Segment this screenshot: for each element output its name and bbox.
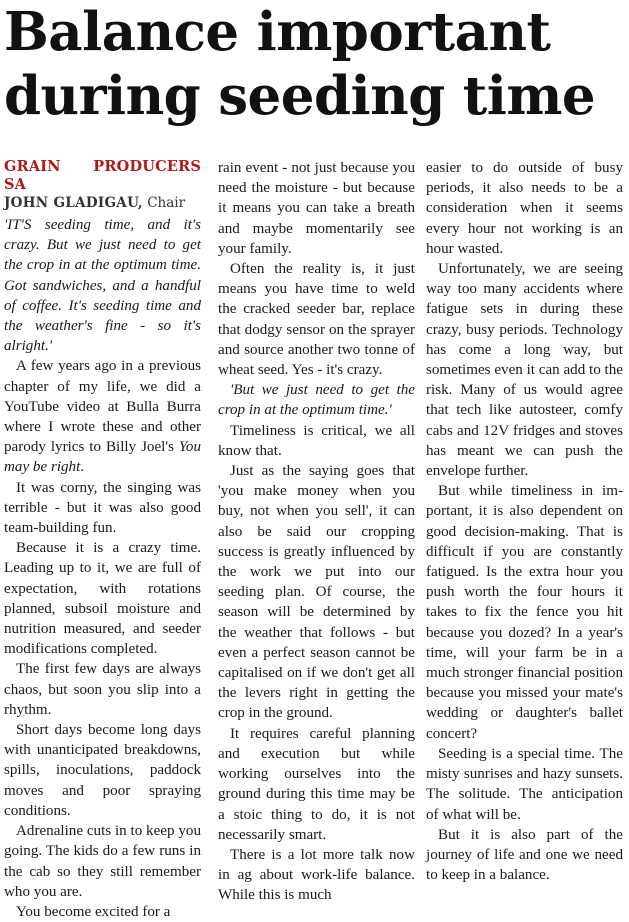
paragraph: Unfortunately, we are seeing way too many accidents where fatigue sets in during these crazy, busy periods. Technology has come a long way, but sometimes even it can add to the risk. Many of us would agree that tech like autosteer, comfy cabs and 12V fridges and stoves has meant we can push the envelope further. — [426, 261, 623, 480]
paragraph: easier to do outside of busy periods, it also needs to be a consideration when it seems every hour not working is an hour wasted. — [426, 160, 623, 257]
headline-line-1: Balance important — [4, 1, 551, 63]
paragraph: The first few days are always chaos, but soon you slip into a rhythm. — [4, 661, 201, 718]
paragraph: Just as the saying goes that 'you make money when you buy, not when you sell', it can also be said our cropping success is greatly influenced by the work we put into our seeding plan. Of course, the season will be determined by the weather that follows - but even a perfect season cannot be capitalised on if we don't get all the levers right in getting the crop in the ground. — [218, 463, 415, 722]
paragraph: Often the reality is, it just means you have time to weld the cracked seeder bar, replace that dodgy sensor on the sprayer and source another two tonne of wheat seed. Yes - it's crazy. — [218, 261, 415, 379]
paragraph: But while timeliness in important, it is also dependent on good decision-making. That is difficult if you are constantly fatigued. Is the extra hour you push worth the four hours it takes to fix the fence you hit because you dozed? In a year's time, will your farm be in a much stronger financial position because you missed your mate's wedding or daughter's ballet concert? — [426, 483, 623, 742]
author-name: JOHN GLADIGAU, — [4, 195, 143, 211]
paragraph: 'IT'S seeding time, and it's crazy. But we just need to get the crop in at the optimum time. Got sandwiches, and a handful of coffee. It's seeding time and the weather's fine - so it's alright.' — [4, 217, 201, 355]
paragraph: 'But we just need to get the crop in at the optimum time.' — [218, 382, 415, 419]
article-column-2 — [218, 158, 415, 906]
headline-line-2: during seeding time — [4, 65, 596, 127]
paragraph: But it is also part of the journey of life and one we need to keep in a balance. — [426, 826, 623, 884]
byline — [4, 194, 201, 213]
paragraph — [4, 356, 201, 477]
article-column-3 — [426, 158, 623, 885]
paragraph: Seeding is a special time. The misty sunrises and hazy sunsets. The solitude. The anticipation of what will be. — [426, 745, 623, 823]
paragraph: Timeliness is critical, we all know that. — [218, 422, 415, 459]
paragraph: It requires careful planning and execution but while working ourselves into the ground during this time may be a stoic thing to do, it is not necessarily smart. — [218, 725, 415, 843]
paragraph: You become excited for a — [16, 903, 171, 920]
paragraph: Because it is a crazy time. Leading up to it, we are full of expectation, with rotations planned, subsoil moisture and nutrition measured, and seeder modifications completed. — [4, 540, 201, 658]
paragraph-text: . — [80, 459, 85, 476]
article-headline — [4, 0, 625, 128]
paragraph: There is a lot more talk now in ag about work-life balance. While this is much — [218, 846, 415, 904]
paragraph: Short days become long days with unanticipated breakdowns, spills, inoculations, paddock moves and poor spraying conditions. — [4, 722, 201, 819]
author-role: Chair — [142, 195, 186, 211]
song-title: You may be right — [4, 439, 201, 476]
article-column-1 — [4, 158, 201, 922]
organisation-name: GRAIN PRODUCERS SA — [4, 158, 201, 193]
paragraph: rain event - not just because you need the moisture - but because it means you can take a breath and maybe momentarily see your family. — [218, 160, 415, 257]
paragraph: Adrenaline cuts in to keep you going. The kids do a few runs in the cab so they still remember who you are. — [4, 823, 201, 900]
paragraph: It was corny, the singing was terrible - but it was also good team-building fun. — [4, 479, 201, 537]
paragraph-text: A few years ago in a previous chapter of my life, we did a YouTube video at Bulla Burra where I wrote these and other parody lyrics to Billy Joel's — [4, 358, 201, 456]
